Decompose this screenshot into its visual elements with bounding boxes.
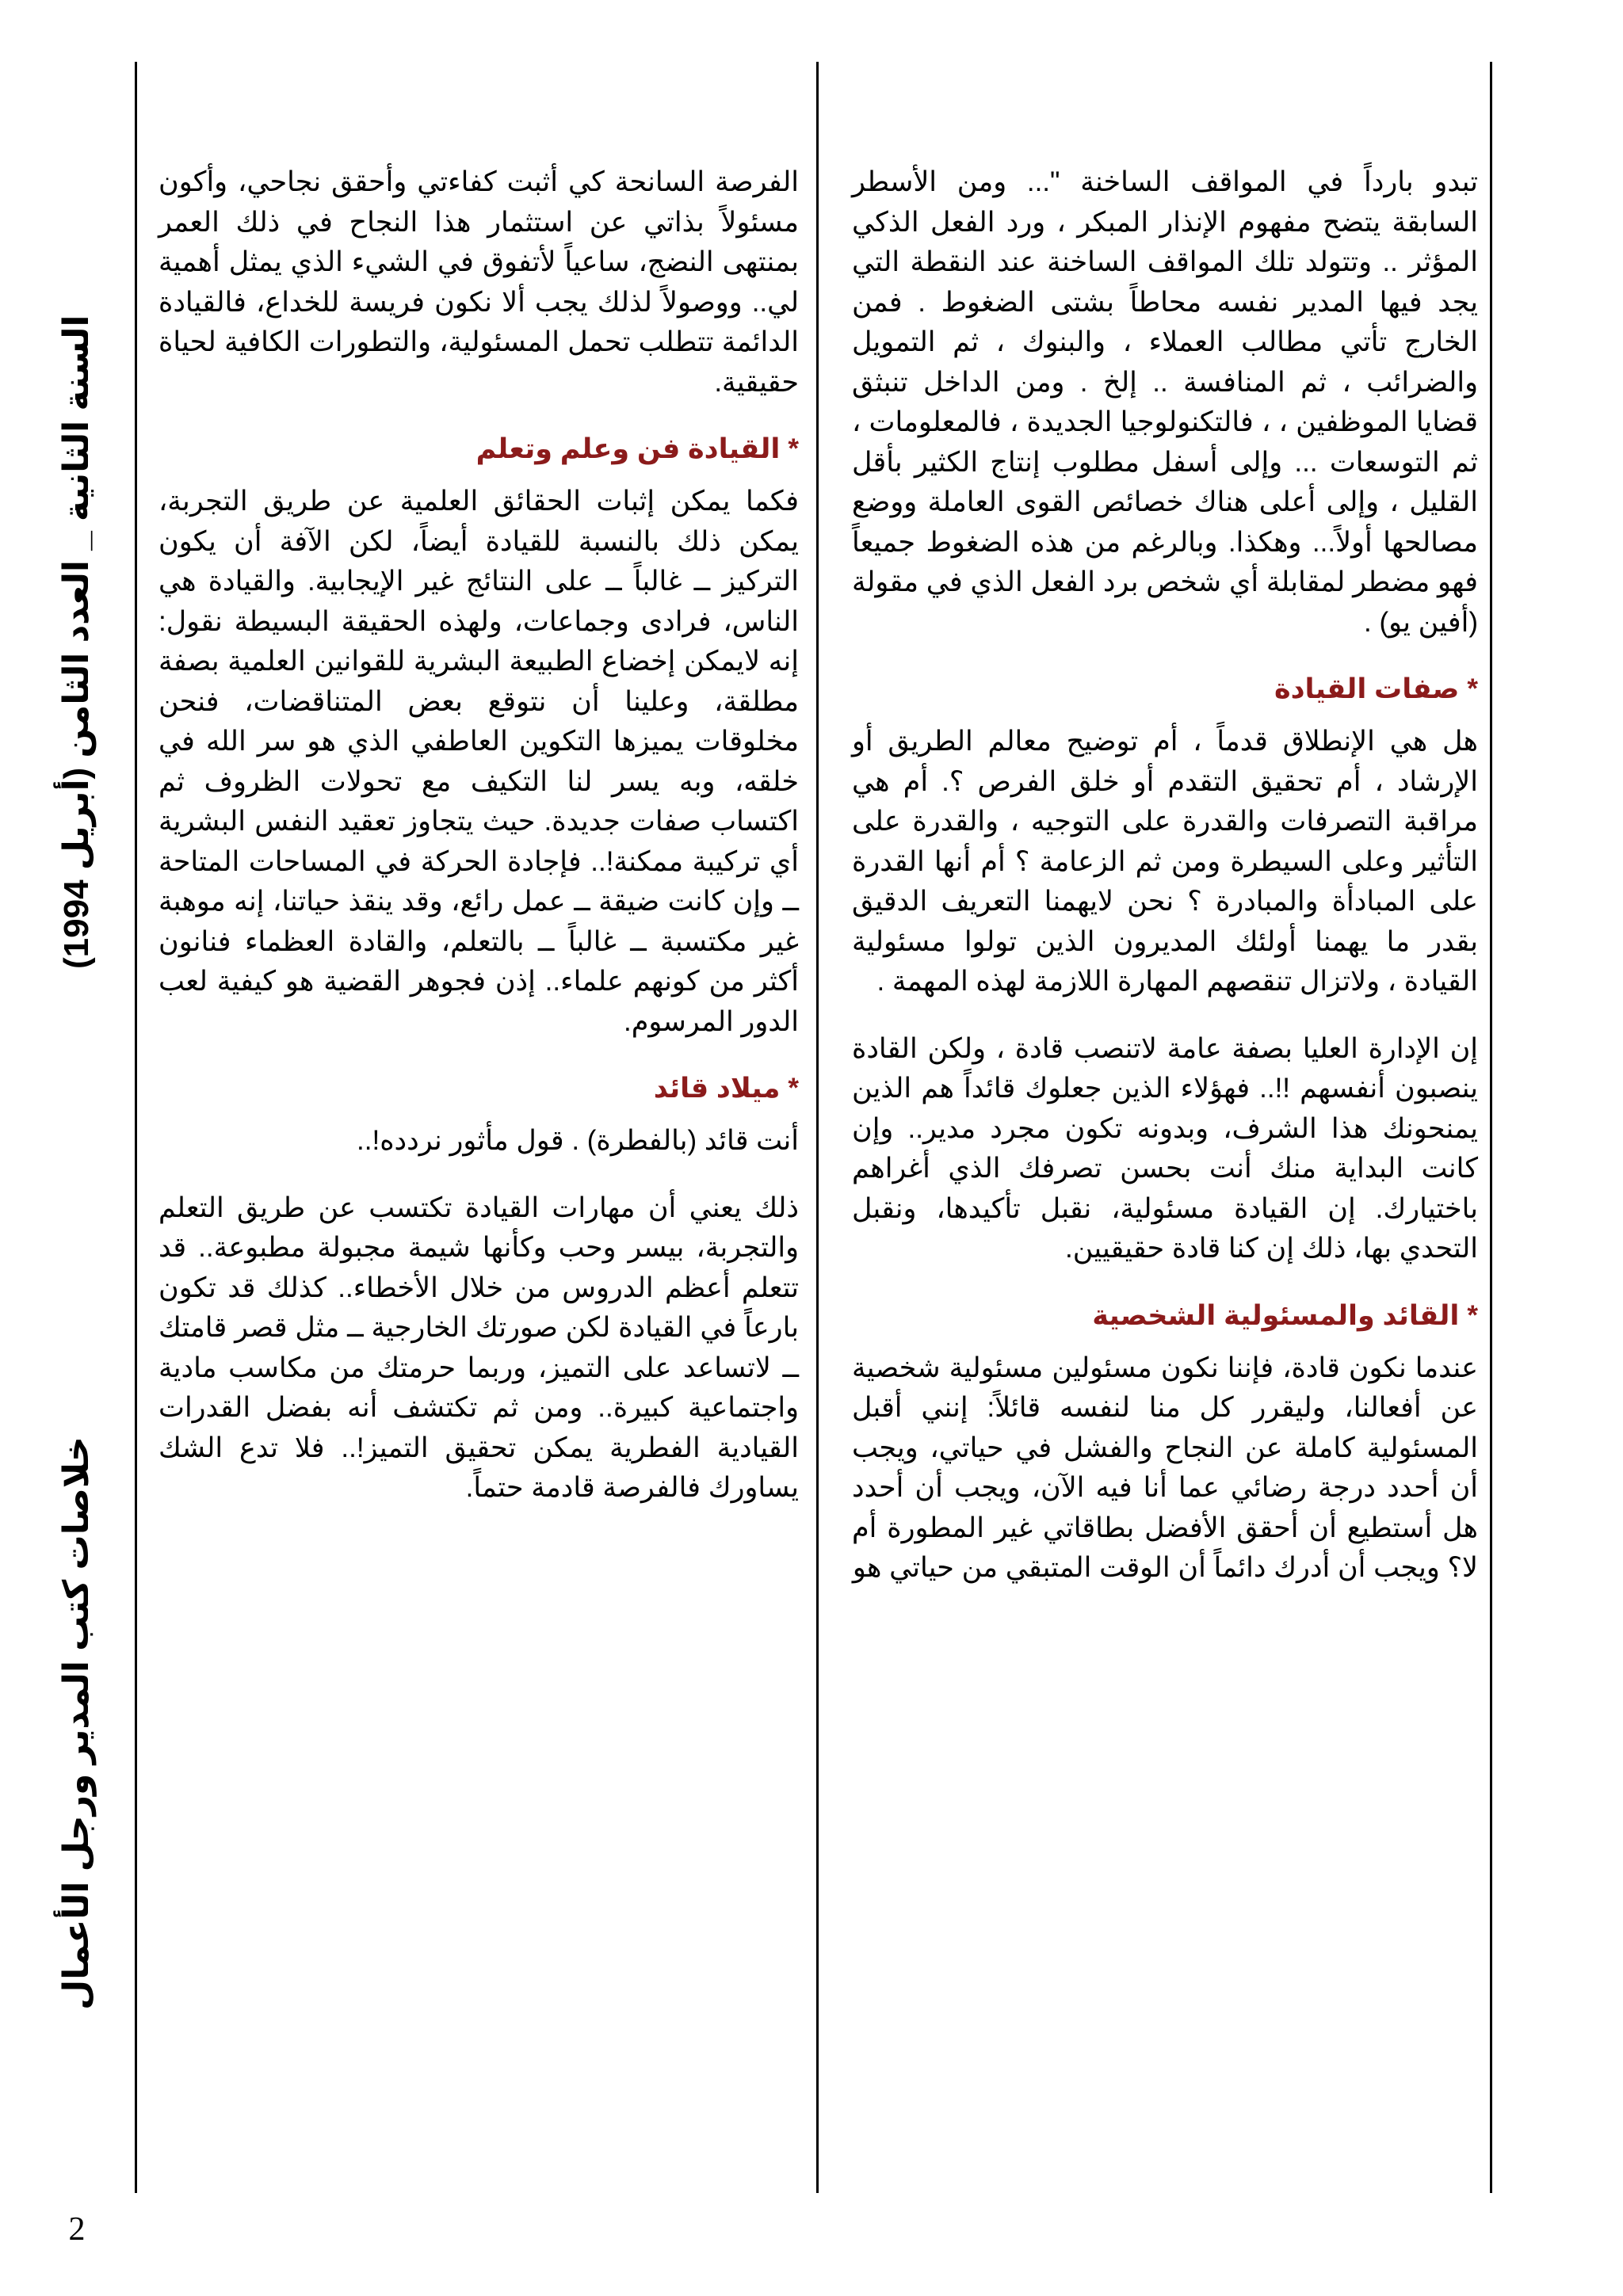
asterisk-icon: * xyxy=(1467,1299,1478,1331)
heading-text: القيادة فن وعلم وتعلم xyxy=(475,433,781,464)
page-number: 2 xyxy=(68,2211,86,2248)
column-rule-middle xyxy=(816,62,819,2193)
heading-text: ميلاد قائد xyxy=(653,1073,781,1104)
section-heading-leader-responsibility xyxy=(852,1296,1478,1336)
paragraph: أنت قائد (بالفطرة) . قول مأثور نردده!.. xyxy=(357,1125,799,1156)
heading-text: القائد والمسئولية الشخصية xyxy=(1092,1299,1460,1331)
paragraph: هل هي الإنطلاق قدماً ، أم توضيح معالم الطريق أو الإرشاد ، أم تحقيق التقدم أو خلق الفرص ؟. أم هي مراقبة التصرفات والقدرة على التوجيه ، والقدرة على التأثير وعلى السيطرة ومن ثم الزعامة ؟ أم أنها القدرة على المبادأة والمبادرة ؟ نحن لايهمنا التعريف الدقيق بقدر ما يهمنا أولئك المديرون الذين تولوا مسئولية القيادة ، ولاتزال تنقصهم المهارة اللازمة لهذه المهمة . xyxy=(852,726,1478,997)
section-heading-qualities xyxy=(852,669,1478,709)
column-rule-left xyxy=(135,62,137,2193)
paragraph: الفرصة السانحة كي أثبت كفاءتي وأحقق نجاحي، وأكون مسئولاً بذاتي عن استثمار هذا النجاح في ذلك العمر بمنتهى النضج، ساعياً لأتفوق في الشيء الذي يمثل أهمية لي.. ووصولاً لذلك يجب ألا نكون فريسة للخداع، فالقيادة الدائمة تتطلب تحمل المسئولية، والتطورات الكافية لحياة حقيقية. xyxy=(158,166,799,398)
paragraph: عندما نكون قادة، فإننا نكون مسئولين مسئولية شخصية عن أفعالنا، وليقرر كل منا لنفسه قائلاً: إنني أقبل المسئولية كاملة عن النجاح والفشل في حياتي، ويجب أن أحدد درجة رضائي عما أنا فيه الآن، ويجب أن أحدد هل أستطيع أن أحقق الأفضل بطاقاتي غير المطورة أم لا؟ ويجب أن أدرك دائماً أن الوقت المتبقي من حياتي هو xyxy=(852,1352,1478,1583)
paragraph: ذلك يعني أن مهارات القيادة تكتسب عن طريق التعلم والتجربة، بيسر وحب وكأنها شيمة مجبولة مطبوعة.. قد تتعلم أعظم الدروس من خلال الأخطاء.. كذلك قد تكون بارعاً في القيادة لكن صورتك الخارجية ــ مثل قصر قامتك ــ لاتساعد على التميز، وربما حرمتك من مكاسب مادية واجتماعية كبيرة.. ومن ثم تكتشف أنه بفضل القدرات القيادية الفطرية يمكن تحقيق التميز!.. فلا تدع الشك يساورك فالفرصة قادمة حتماً. xyxy=(158,1192,799,1503)
section-heading-birth-of-leader xyxy=(158,1069,799,1108)
section-heading-art-science xyxy=(158,429,799,469)
right-column xyxy=(852,162,1478,1615)
asterisk-icon: * xyxy=(788,1073,799,1104)
paragraph: إن الإدارة العليا بصفة عامة لاتنصب قادة ، ولكن القادة ينصبون أنفسهم !!.. فهؤلاء الذين جعلوك قائداً هم الذين يمنحونك هذا الشرف، وبدونه تكون مجرد مدير.. وإن كانت البداية منك أنت بحسن تصرفك الذي أغراهم باختيارك. إن القيادة مسئولية، نقبل تأكيدها، ونقبل التحدي بها، ذلك إن كنا قادة حقيقيين. xyxy=(852,1032,1478,1264)
column-rule-right xyxy=(1490,62,1492,2193)
left-column xyxy=(158,162,799,1535)
page-sidebar xyxy=(33,87,120,2248)
heading-text: صفات القيادة xyxy=(1274,673,1460,704)
running-header-issue: السنة الثانية _ العدد الثامن (أبريل 1994) xyxy=(57,315,96,969)
paragraph: تبدو بارداً في المواقف الساخنة "... ومن الأسطر السابقة يتضح مفهوم الإنذار المبكر ، ورد الفعل الذكي المؤثر .. وتتولد تلك المواقف الساخنة عند النقطة التي يجد فيها المدير نفسه محاطاً بشتى الضغوط . فمن الخارج تأتي مطالب العملاء ، والبنوك ، ثم التمويل والضرائب ، ثم المنافسة .. إلخ . ومن الداخل تنبثق قضايا الموظفين ، ، فالتكنولوجيا الجديدة ، فالمعلومات ، ثم التوسعات ... وإلى أسفل مطلوب إنتاج الكثير بأقل القليل ، وإلى أعلى هناك خصائص القوى العاملة ووضع مصالحها أولاً... وهكذا. وبالرغم من هذه الضغوط جميعاً فهو مضطر لمقابلة أي شخص برد الفعل الذي في مقولة (أفين يو) . xyxy=(852,166,1478,638)
asterisk-icon: * xyxy=(788,433,799,464)
running-header-publication: خلاصات كتب المدير ورجل الأعمال xyxy=(57,1436,96,2010)
asterisk-icon: * xyxy=(1467,673,1478,704)
paragraph: فكما يمكن إثبات الحقائق العلمية عن طريق التجربة، يمكن ذلك بالنسبة للقيادة أيضاً، لكن الآفة أن يكون التركيز ــ غالباً ــ على النتائج غير الإيجابية. والقيادة هي الناس، فرادى وجماعات، ولهذه الحقيقة البسيطة نقول: إنه لايمكن إخضاع الطبيعة البشرية للقوانين العلمية بصفة مطلقة، وعلينا أن نتوقع بعض المتناقضات، فنحن مخلوقات يميزها التكوين العاطفي الذي هو سر الله في خلقه، وبه يسر لنا التكيف مع تحولات الظروف ثم اكتساب صفات جديدة. حيث يتجاوز تعقيد النفس البشرية أي تركيبة ممكنة!.. فإجادة الحركة في المساحات المتاحة ــ وإن كانت ضيقة ــ عمل رائع، وقد ينقذ حياتنا، إنه موهبة غير مكتسبة ــ غالباً ــ بالتعلم، والقادة العظماء فنانون أكثر من كونهم علماء.. إذن فجوهر القضية هو كيفية لعب الدور المرسوم. xyxy=(158,486,799,1037)
